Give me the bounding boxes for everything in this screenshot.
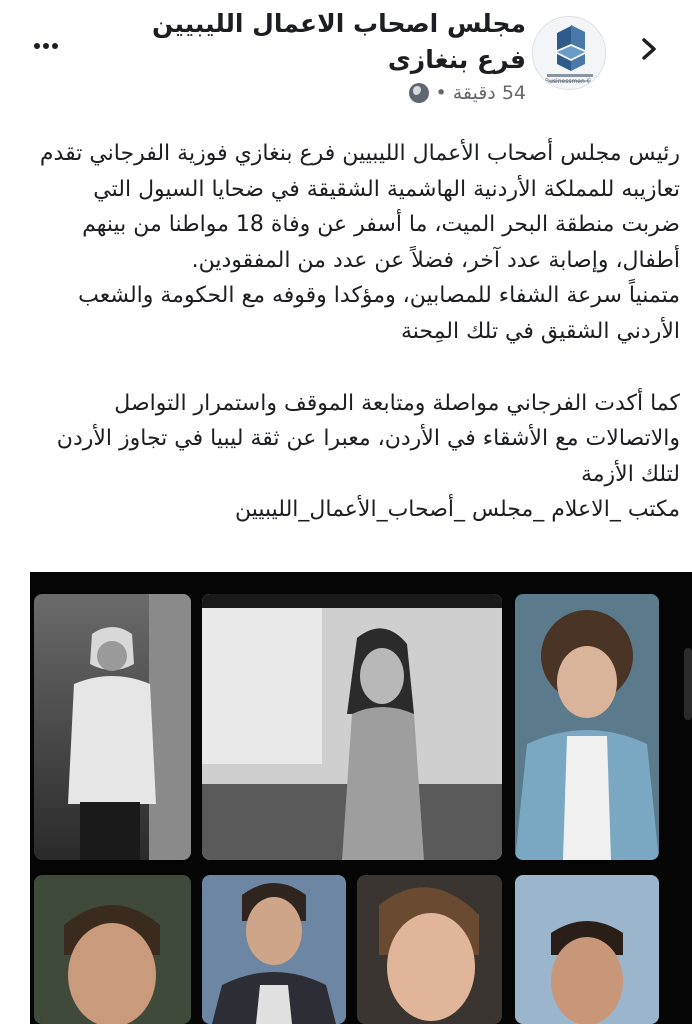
page-title-block: [106, 6, 526, 104]
victim-photo-6: [357, 875, 502, 1024]
post-paragraph: متمنياً سرعة الشفاء للمصابين، ومؤكدا وقوفه مع الحكومة والشعب الأردني الشقيق في تلك المِحنة: [78, 283, 680, 344]
chevron-left-icon: [636, 34, 662, 64]
post-photo[interactable]: [30, 572, 692, 1024]
post-signature: مكتب _الاعلام _مجلس _أصحاب_الأعمال_الليبيين: [234, 497, 680, 523]
dot: [43, 43, 49, 49]
dot: [52, 43, 58, 49]
victim-photo-5: [202, 875, 346, 1024]
victim-photo-7: [515, 875, 659, 1024]
post-body: [30, 136, 680, 528]
paragraph-gap: [30, 350, 680, 386]
page-header: [0, 0, 692, 128]
globe-icon: [409, 83, 429, 103]
post-paragraph: كما أكدت الفرجاني مواصلة ومتابعة الموقف واستمرار التواصل والاتصالات مع الأشقاء في الأردن، معبرا عن ثقة ليبيا في تجاوز الأردن لتلك الأزمة: [56, 390, 680, 487]
meta-separator: •: [435, 82, 447, 104]
victim-photo-3: [515, 594, 659, 860]
page-avatar[interactable]: [532, 16, 606, 90]
post-paragraph: رئيس مجلس أصحاب الأعمال الليبيين فرع بنغازي فوزية الفرجاني تقدم تعازيبه للمملكة الأردنية الهاشمية الشقيقة في ضحايا السيول التي ضربت منطقة البحر الميت، ما أسفر عن وفاة 18 مواطنا من بينهم أطفال، وإصابة عدد آخر، فضلاً عن عدد من المفقودين.: [39, 141, 680, 273]
victim-photo-2: [202, 594, 502, 860]
victim-photo-1: [34, 594, 191, 860]
scrollbar[interactable]: [684, 648, 692, 720]
avatar-caption: Businessmen C: [545, 78, 591, 85]
post-meta: [106, 82, 526, 104]
page-title[interactable]: مجلس اصحاب الاعمال الليبيين فرع بنغازى: [152, 9, 526, 74]
more-dots-icon: [34, 43, 40, 49]
victim-photo-4: [34, 875, 191, 1024]
more-options-button[interactable]: [28, 34, 64, 58]
back-button[interactable]: [636, 34, 662, 64]
post-time[interactable]: 54 دقيقة: [452, 82, 526, 104]
